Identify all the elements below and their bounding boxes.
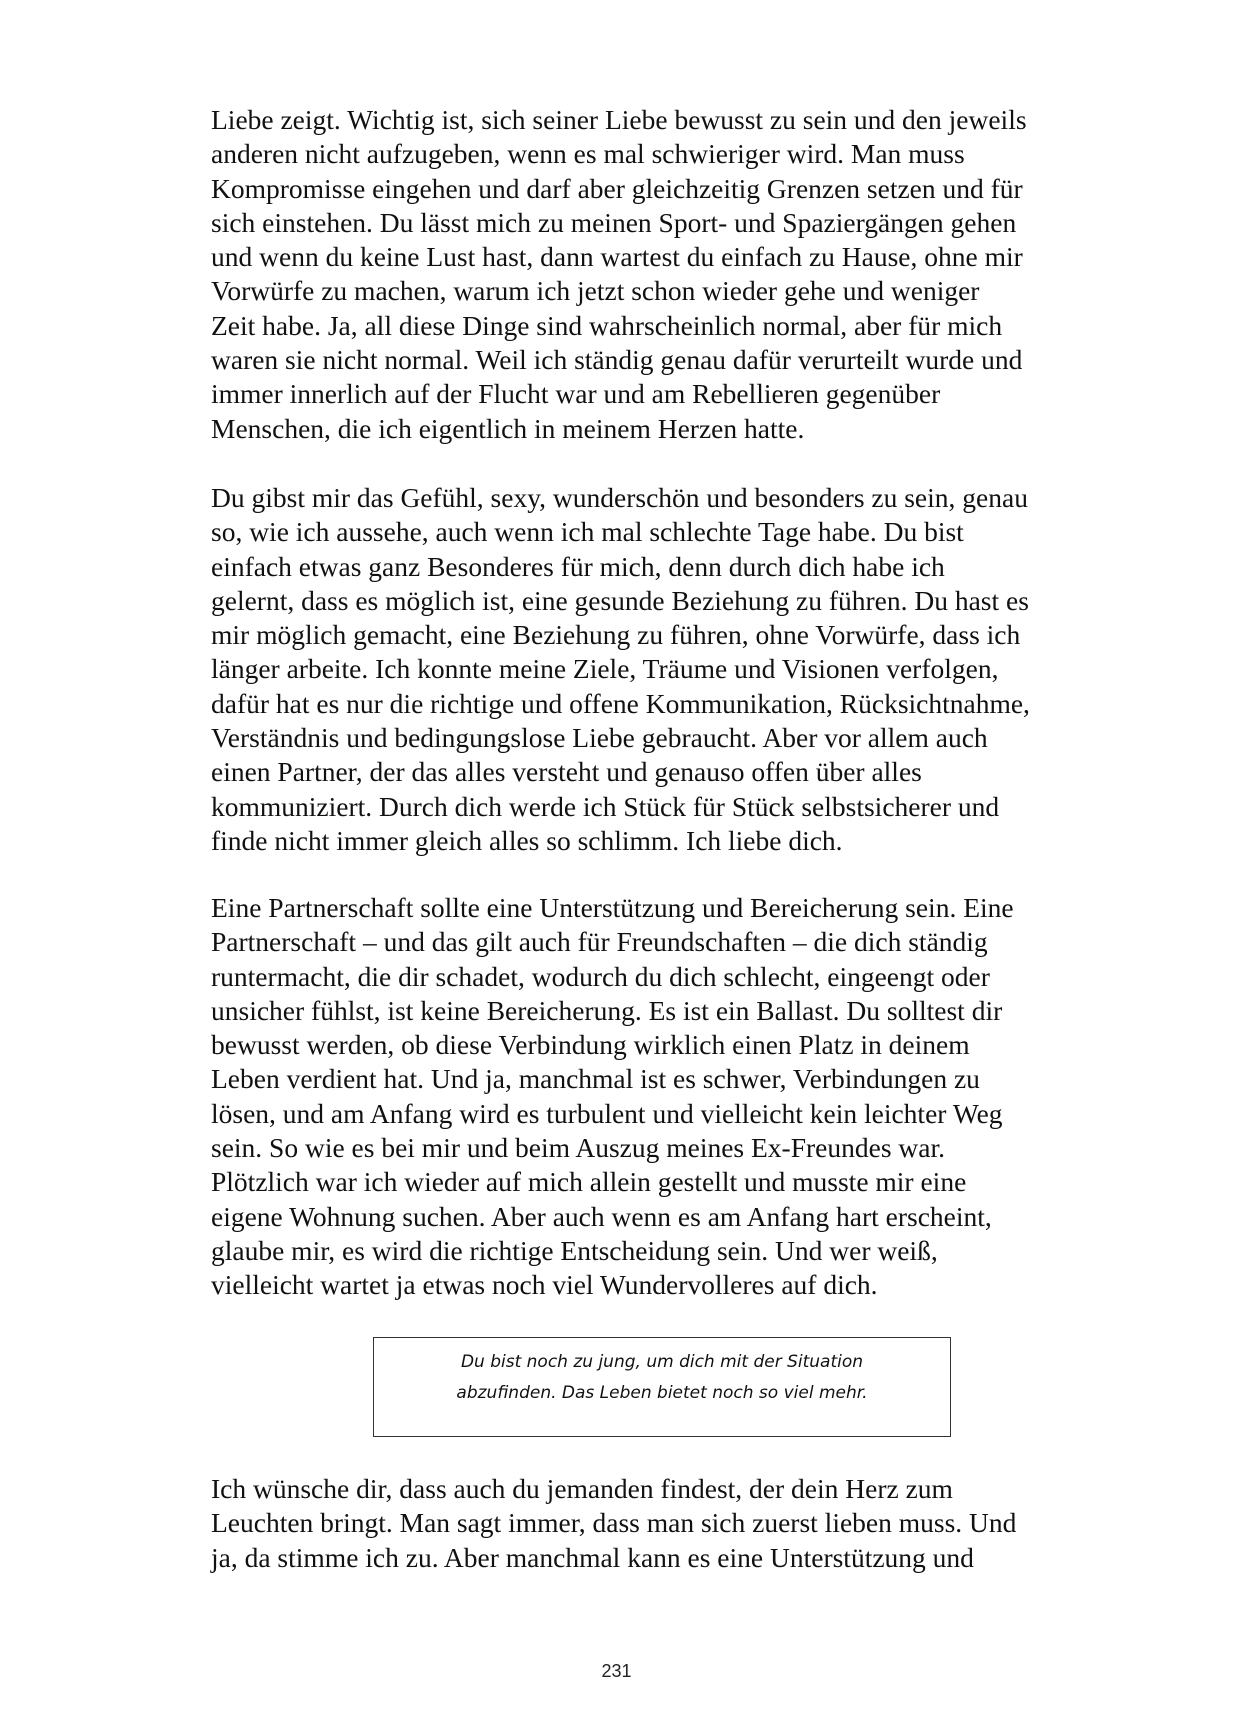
- text-line: länger arbeite. Ich konnte meine Ziele, Träume und Visionen verfolgen,: [211, 653, 999, 685]
- text-line: bewusst werden, ob diese Verbindung wirklich einen Platz in deinem: [211, 1029, 970, 1061]
- text-line: unsicher fühlst, ist keine Bereicherung. Es ist ein Ballast. Du solltest dir: [211, 994, 1003, 1026]
- text-line: und wenn du keine Lust hast, dann wartest du einfach zu Hause, ohne mir: [211, 241, 1023, 273]
- text-line: vielleicht wartet ja etwas noch viel Wundervolleres auf dich.: [211, 1269, 878, 1301]
- text-line: ja, da stimme ich zu. Aber manchmal kann es eine Unterstützung und: [211, 1541, 974, 1573]
- text-line: runtermacht, die dir schadet, wodurch du dich schlecht, eingeengt oder: [211, 960, 990, 992]
- text-line: Zeit habe. Ja, all diese Dinge sind wahrscheinlich normal, aber für mich: [211, 309, 1003, 341]
- text-line: Leben verdient hat. Und ja, manchmal ist es schwer, Verbindungen zu: [211, 1063, 980, 1095]
- text-line: glaube mir, es wird die richtige Entscheidung sein. Und wer weiß,: [211, 1234, 938, 1266]
- text-line: Ich wünsche dir, dass auch du jemanden findest, der dein Herz zum: [211, 1473, 953, 1504]
- quote-box: [373, 1337, 951, 1437]
- text-line: sich einstehen. Du lässt mich zu meinen Sport- und Spaziergängen gehen: [211, 206, 1017, 238]
- text-line: so, wie ich aussehe, auch wenn ich mal schlechte Tage habe. Du bist: [211, 516, 964, 548]
- text-line: Eine Partnerschaft sollte eine Unterstützung und Bereicherung sein. Eine: [211, 892, 1014, 923]
- text-line: gelernt, dass es möglich ist, eine gesunde Beziehung zu führen. Du hast es: [211, 584, 1029, 616]
- text-line: Liebe zeigt. Wichtig ist, sich seiner Liebe bewusst zu sein und den jeweils: [211, 104, 1027, 135]
- text-line: anderen nicht aufzugeben, wenn es mal schwieriger wird. Man muss: [211, 138, 965, 170]
- text-line: Kompromisse eingehen und darf aber gleichzeitig Grenzen setzen und für: [211, 172, 1023, 204]
- paragraph: [211, 481, 1131, 858]
- text-line: eigene Wohnung suchen. Aber auch wenn es am Anfang hart erscheint,: [211, 1200, 992, 1232]
- quote-line: Du bist noch zu jung, um dich mit der Situation: [460, 1352, 864, 1372]
- paragraph: [211, 891, 1131, 1303]
- text-line: lösen, und am Anfang wird es turbulent und vielleicht kein leichter Weg: [211, 1097, 1003, 1129]
- quote-line: abzufinden. Das Leben bietet noch so viel mehr.: [456, 1383, 868, 1403]
- text-line: mir möglich gemacht, eine Beziehung zu führen, ohne Vorwürfe, dass ich: [211, 619, 1021, 651]
- text-line: Verständnis und bedingungslose Liebe gebraucht. Aber vor allem auch: [211, 722, 988, 754]
- text-line: Leuchten bringt. Man sagt immer, dass man sich zuerst lieben muss. Und: [211, 1507, 1017, 1539]
- text-line: Du gibst mir das Gefühl, sexy, wunderschön und besonders zu sein, genau: [211, 482, 1028, 513]
- text-line: kommuniziert. Durch dich werde ich Stück für Stück selbstsicherer und: [211, 790, 1000, 822]
- text-line: sein. So wie es bei mir und beim Auszug meines Ex-Freundes war.: [211, 1132, 945, 1164]
- text-line: Partnerschaft – und das gilt auch für Freundschaften – die dich ständig: [211, 926, 988, 958]
- text-line: Menschen, die ich eigentlich in meinem Herzen hatte.: [211, 412, 805, 444]
- text-line: einfach etwas ganz Besonderes für mich, denn durch dich habe ich: [211, 550, 945, 582]
- text-line: waren sie nicht normal. Weil ich ständig genau dafür verurteilt wurde und: [211, 344, 1023, 376]
- quote-text: [374, 1347, 950, 1409]
- text-line: Vorwürfe zu machen, warum ich jetzt schon wieder gehe und weniger: [211, 275, 980, 307]
- paragraph: [211, 1472, 1131, 1575]
- text-line: immer innerlich auf der Flucht war und am Rebellieren gegenüber: [211, 378, 941, 410]
- text-line: dafür hat es nur die richtige und offene Kommunikation, Rücksichtnahme,: [211, 687, 1030, 719]
- paragraph: [211, 103, 1131, 446]
- page-number: 231: [601, 1661, 632, 1681]
- text-line: Plötzlich war ich wieder auf mich allein gestellt und musste mir eine: [211, 1166, 967, 1198]
- text-line: finde nicht immer gleich alles so schlimm. Ich liebe dich.: [211, 824, 843, 856]
- text-line: einen Partner, der das alles versteht und genauso offen über alles: [211, 756, 922, 788]
